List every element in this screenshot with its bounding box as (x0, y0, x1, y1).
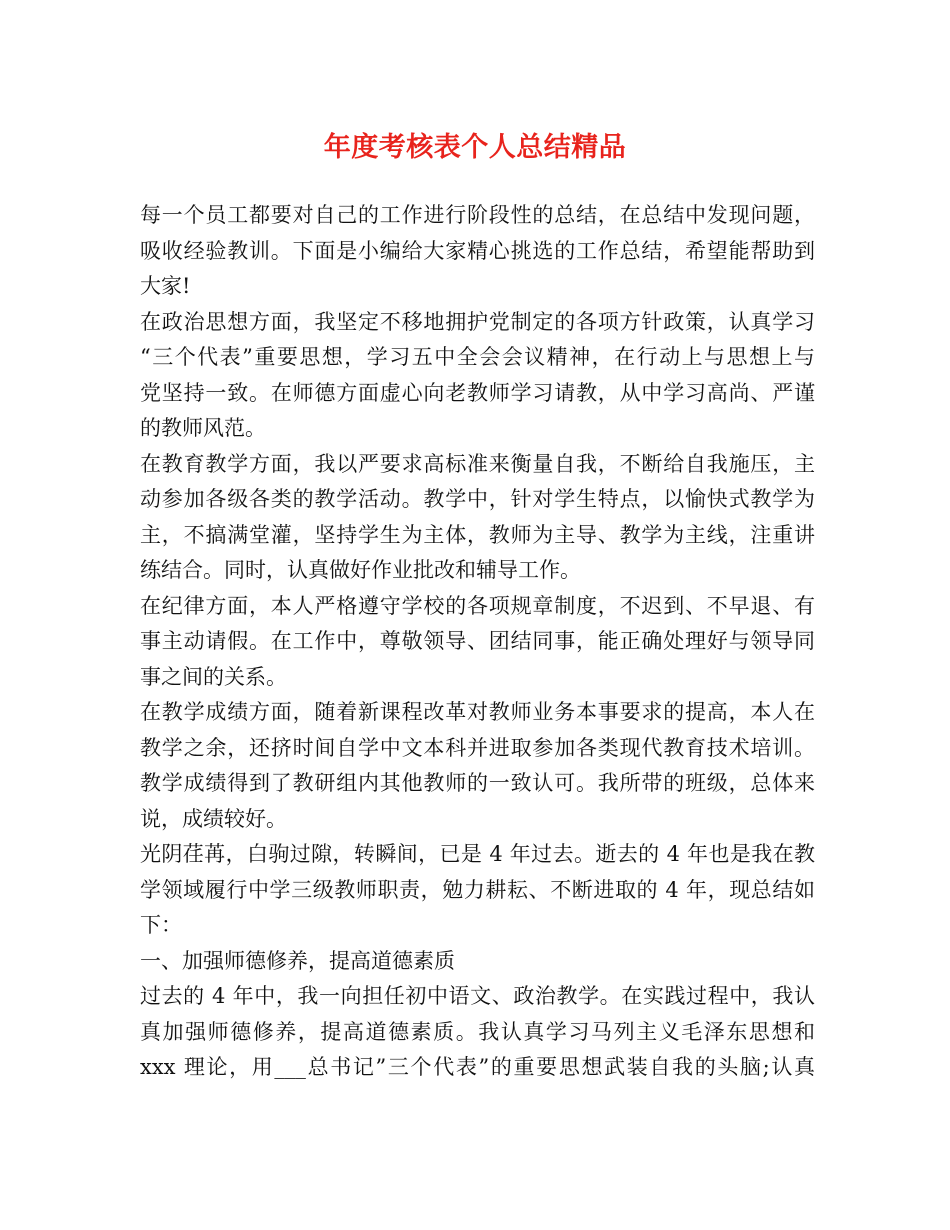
body-text-line: 事主动请假。在工作中，尊敬领导、团结同事，能正确处理好与领导同 (140, 629, 815, 653)
body-text-line: 学领域履行中学三级教师职责，勉力耕耘、不断进取的 4 年，现总结如 (140, 877, 815, 902)
document-body (140, 198, 815, 1086)
body-text-line: 教学成绩得到了教研组内其他教师的一致认可。我所带的班级，总体来 (140, 771, 815, 795)
body-text-line: 大家! (140, 274, 191, 298)
document-title: 年度考核表个人总结精品 (323, 132, 627, 163)
body-text-line: 在教育教学方面，我以严要求高标准来衡量自我，不断给自我施压，主 (140, 451, 815, 476)
body-text-line: 每一个员工都要对自己的工作进行阶段性的总结，在总结中发现问题， (140, 203, 815, 227)
body-text-line: “三个代表”重要思想，学习五中全会会议精神，在行动上与思想上与 (140, 345, 815, 369)
body-text-line: 下： (140, 913, 182, 937)
body-text-line: 在纪律方面，本人严格遵守学校的各项规章制度，不迟到、不早退、有 (140, 593, 815, 618)
body-text-line: 说，成绩较好。 (140, 806, 287, 831)
body-text-line: 党坚持一致。在师德方面虚心向老教师学习请教，从中学习高尚、严谨 (140, 380, 815, 405)
body-text-line: 在教学成绩方面，随着新课程改革对教师业务本事要求的提高，本人在 (140, 700, 815, 724)
body-text-line: 在政治思想方面，我坚定不移地拥护党制定的各项方针政策，认真学习 (140, 309, 815, 334)
body-text-line: 练结合。同时，认真做好作业批改和辅导工作。 (140, 558, 581, 582)
body-text-line: 吸收经验教训。下面是小编给大家精心挑选的工作总结，希望能帮助到 (140, 238, 815, 263)
body-text-line: 动参加各级各类的教学活动。教学中，针对学生特点，以愉快式教学为 (140, 487, 815, 511)
body-text-line: 教学之余，还挤时间自学中文本科并进取参加各类现代教育技术培训。 (140, 735, 815, 760)
body-text-line: 真加强师德修养，提高道德素质。我认真学习马列主义毛泽东思想和 (140, 1019, 815, 1044)
body-text-line: 过去的 4 年中，我一向担任初中语文、政治教学。在实践过程中，我认 (140, 984, 815, 1008)
body-text-line: 光阴荏苒，白驹过隙，转瞬间，已是 4 年过去。逝去的 4 年也是我在教 (140, 842, 815, 866)
body-text-line: 事之间的关系。 (140, 664, 287, 689)
body-text-line: 的教师风范。 (140, 416, 266, 440)
body-text-line: 主，不搞满堂灌，坚持学生为主体，教师为主导、教学为主线，注重讲 (140, 522, 815, 547)
body-text-line: xxx 理论，用___总书记”三个代表”的重要思想武装自我的头脑;认真 (140, 1055, 815, 1079)
body-text-line: 一、加强师德修养，提高道德素质 (140, 948, 455, 973)
